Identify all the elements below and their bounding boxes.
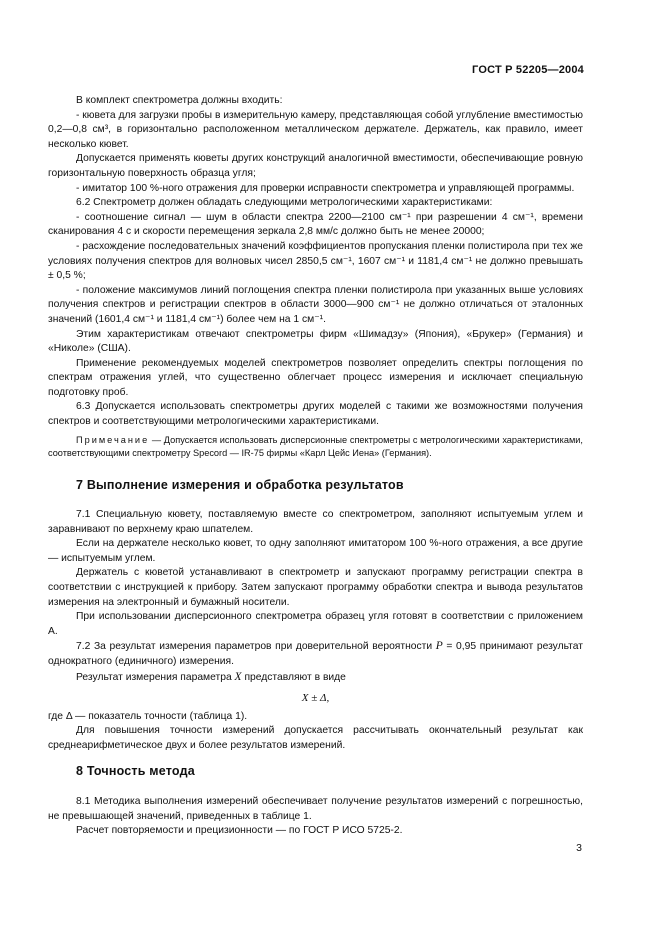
note-text: — Допускается использовать дисперсионные спектрометры с метрологическими характеристиками, соответствующими спектрометру Specord — IR-75 фирмы «Карл Цейс Иена» (Германия). (48, 434, 583, 458)
section6-continuation (48, 94, 583, 460)
paragraph: Допускается применять кюветы других конструкций аналогичной вместимости, обеспечивающие ровную горизонтальную поверхность образца угля; (48, 153, 583, 179)
paragraph: - положение максимумов линий поглощения спектра пленки полистирола при указанных выше условиях получения спектров и регистрации спектров в области 3000—900 см⁻¹ не должно отличаться от эталонных значений (1601,4 см⁻¹ и 1181,4 см⁻¹) более чем на 1 см⁻¹. (48, 284, 583, 325)
paragraph: - имитатор 100 %-ного отражения для проверки исправности спектрометра и управляющей программы. (76, 182, 575, 194)
paragraph: Если на держателе несколько кювет, то одну заполняют имитатором 100 %-ного отражения, а все другие — испытуемым углем. (48, 538, 583, 564)
note-label: Примечание (76, 434, 150, 445)
paragraph: В комплект спектрометра должны входить: (76, 95, 283, 106)
paragraph: - расхождение последовательных значений коэффициентов пропускания пленки полистирола при тех же условиях получения спектров для волновых чисел 2850,5 см⁻¹, 1607 см⁻¹ и 1181,4 см⁻¹ не должно превышать ± 0,5 %; (48, 240, 583, 282)
note (48, 434, 583, 460)
paragraph: 6.2 Спектрометр должен обладать следующими метрологическими характеристиками: (76, 197, 493, 209)
document-code: ГОСТ Р 52205—2004 (472, 64, 584, 76)
paragraph: 7.1 Специальную кювету, поставляемую вместе со спектрометром, заполняют испытуемым углем и заравнивают по верхнему краю шпателем. (48, 509, 583, 535)
formula: X ± Δ, (301, 692, 330, 705)
paragraph: Держатель с кюветой устанавливают в спектрометр и запускают программу регистрации спектра в соответствии с инструкцией к прибору. Затем запускают программу обработки спектра и вывода результатов измерения на электронный и бумажный носители. (48, 567, 583, 608)
section7-body (48, 508, 583, 754)
paragraph: Расчет повторяемости и прецизионности — по ГОСТ Р ИСО 5725-2. (76, 825, 403, 837)
paragraph: 6.3 Допускается использовать спектрометры других моделей с такими же возможностями получения спектров и соответствующими метрологическими характеристиками. (48, 401, 583, 428)
paragraph: где Δ — показатель точности (таблица 1). (48, 710, 248, 722)
paragraph-result-form: Результат измерения параметра X представляют в виде (76, 670, 346, 683)
paragraph: - соотношение сигнал — шум в области спектра 2200—2100 см⁻¹ при разрешении 4 см⁻¹, времени сканирования 4 с и скорости перемещения зеркала 2,8 мм/с должно быть не менее 20000; (48, 211, 583, 238)
section8-body (48, 795, 583, 839)
page-number: 3 (576, 842, 582, 854)
section7-heading: 7 Выполнение измерения и обработка результатов (76, 478, 404, 492)
paragraph: 8.1 Методика выполнения измерений обеспечивает получение результатов измерений с погрешностью, не превышающей значений, приведенных в таблице 1. (48, 796, 583, 822)
paragraph: Применение рекомендуемых моделей спектрометров позволяет определить спектры поглощения по спектрам отражения углей, что существенно облегчает процесс измерения и исключает специальную подготовку проб. (48, 357, 583, 398)
paragraph-7-2: 7.2 За результат измерения параметров при доверительной вероятности P = 0,95 принимают результат однократного (единичного) измерения. (48, 640, 583, 667)
variable-p: P (435, 640, 443, 653)
paragraph: Для повышения точности измерений допускается рассчитывать окончательный результат как среднеарифметическое двух и более результатов измерений. (48, 725, 583, 751)
section8-heading: 8 Точность метода (76, 764, 195, 778)
paragraph: При использовании дисперсионного спектрометра образец угля готовят в соответствии с приложением А. (48, 611, 583, 637)
paragraph: - кювета для загрузки пробы в измерительную камеру, представляющая собой углубление вместимостью 0,2—0,8 см³, в горизонтально расположенном металлическом держателе. Держатель, как правило, имеет несколько кювет. (48, 109, 583, 150)
paragraph: Этим характеристикам отвечают спектрометры фирм «Шимадзу» (Япония), «Брукер» (Германия) и «Николе» (США). (48, 328, 583, 355)
variable-x: X (234, 670, 242, 683)
